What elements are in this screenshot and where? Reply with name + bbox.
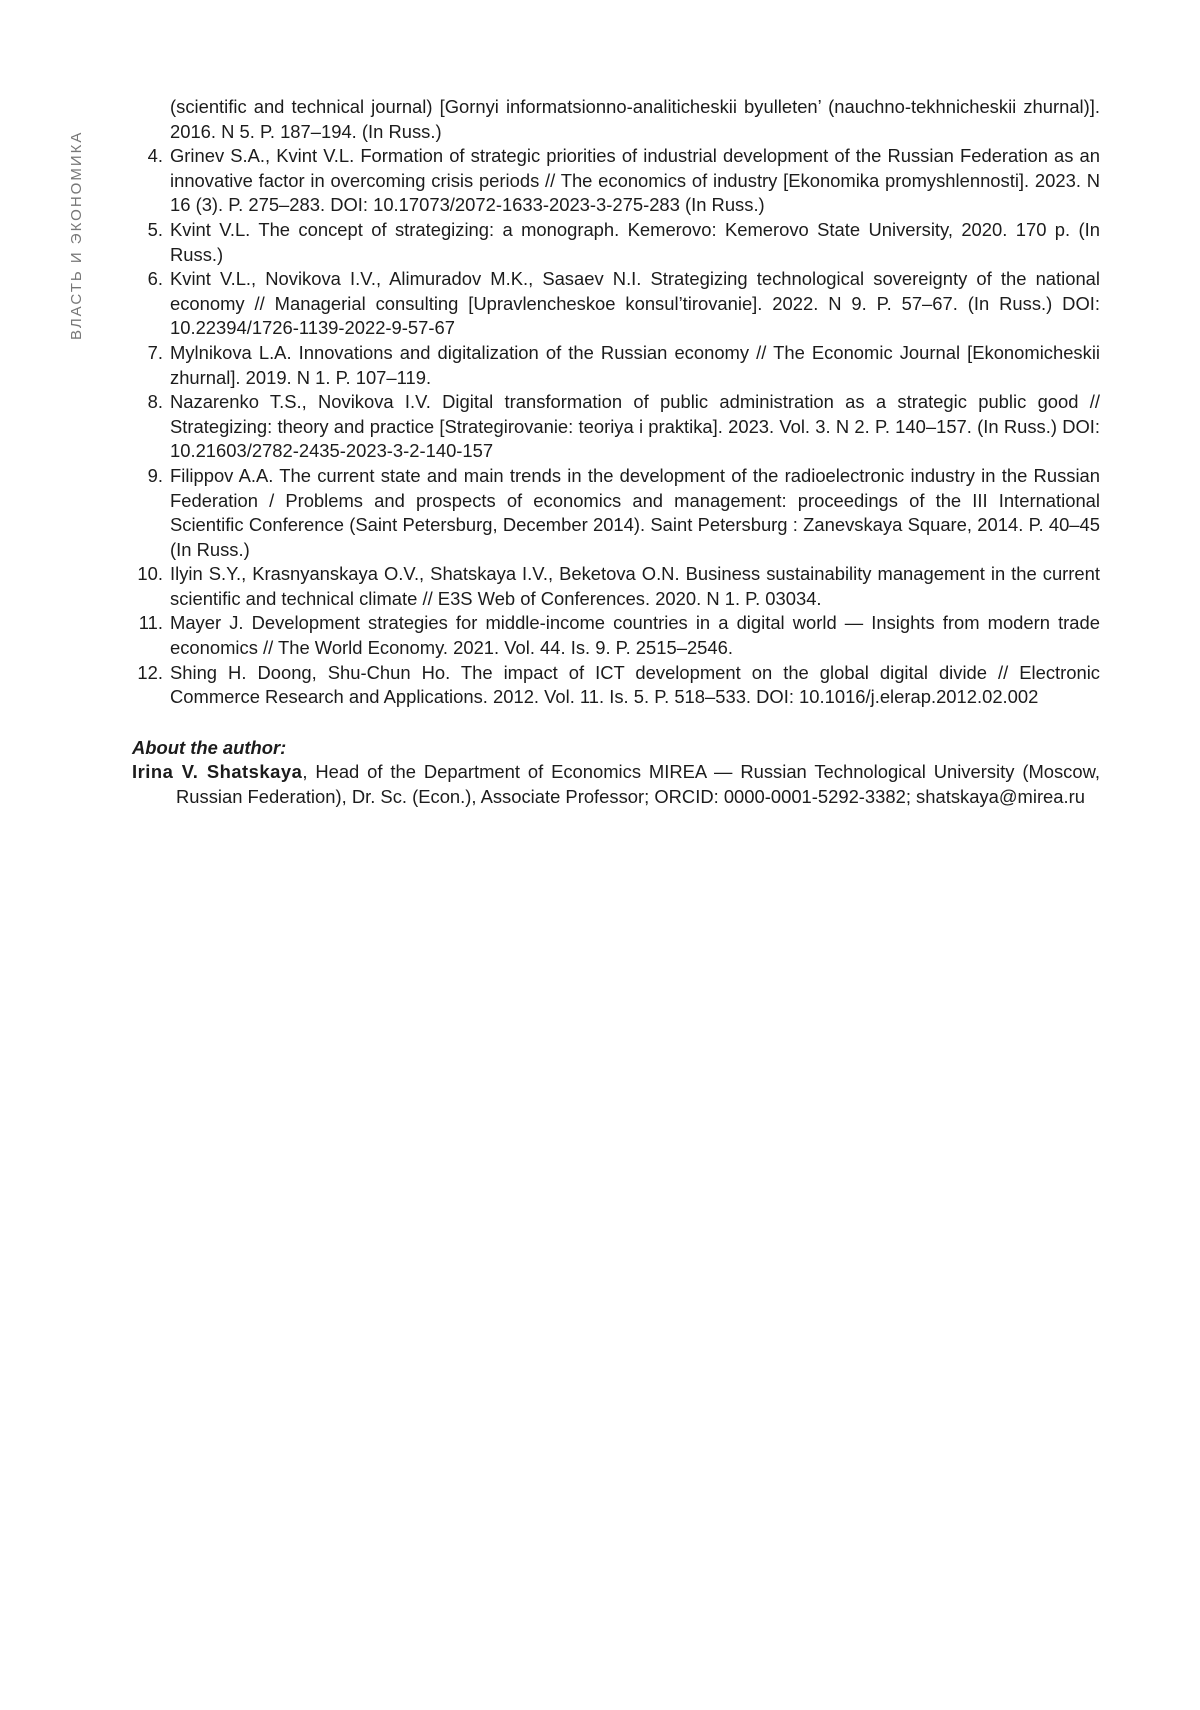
reference-number: 11. (132, 611, 163, 636)
reference-item (132, 464, 1100, 562)
page-content (132, 95, 1100, 810)
reference-number: 8. (132, 390, 163, 415)
author-details: , Head of the Department of Economics MIREA — Russian Technological University (Moscow, Russian Federation), Dr. Sc. (Econ.), Associate Professor; ORCID: 0000-0001-5292-3382; shatskaya@mirea.ru (176, 761, 1100, 807)
reference-item (132, 390, 1100, 464)
author-entry (132, 760, 1100, 809)
reference-text: Grinev S.A., Kvint V.L. Formation of strategic priorities of industrial development of the Russian Federation as an innovative factor in overcoming crisis periods // The economics of industry [Ekonomika promyshlennosti]. 2023. N 16 (3). P. 275–283. DOI: 10.17073/2072-1633-2023-3-275-283 (In Russ.) (170, 145, 1100, 215)
reference-item (132, 611, 1100, 660)
reference-item (132, 341, 1100, 390)
reference-text: Kvint V.L. The concept of strategizing: a monograph. Kemerovo: Kemerovo State University, 2020. 170 p. (In Russ.) (170, 219, 1100, 265)
journal-section-label: ВЛАСТЬ И ЭКОНОМИКА (68, 131, 85, 340)
author-name: Irina V. Shatskaya (132, 761, 302, 782)
reference-text: Ilyin S.Y., Krasnyanskaya O.V., Shatskaya I.V., Beketova O.N. Business sustainability management in the current scientific and technical climate // E3S Web of Conferences. 2020. N 1. P. 03034. (170, 563, 1100, 609)
reference-number: 7. (132, 341, 163, 366)
reference-text: Filippov A.A. The current state and main trends in the development of the radioelectronic industry in the Russian Federation / Problems and prospects of economics and management: proceedings of the III International Scientific Conference (Saint Petersburg, December 2014). Saint Petersburg : Zanevskaya Square, 2014. P. 40–45 (In Russ.) (170, 465, 1100, 560)
reference-number: 12. (132, 661, 163, 686)
reference-text: Nazarenko T.S., Novikova I.V. Digital transformation of public administration as a strategic public good // Strategizing: theory and practice [Strategirovanie: teoriya i praktika]. 2023. Vol. 3. N 2. P. 140–157. (In Russ.) DOI: 10.21603/2782-2435-2023-3-2-140-157 (170, 391, 1100, 461)
continued-reference: (scientific and technical journal) [Gornyi informatsionno-analiticheskii byulleten’ (nauchno-tekhnicheskii zhurnal)]. 2016. N 5. P. 187–194. (In Russ.) (132, 95, 1100, 144)
reference-item (132, 562, 1100, 611)
reference-item (132, 144, 1100, 218)
reference-item (132, 661, 1100, 710)
about-author-heading: About the author: (132, 736, 1100, 761)
reference-number: 5. (132, 218, 163, 243)
reference-number: 10. (132, 562, 163, 587)
about-author-section (132, 736, 1100, 810)
reference-number: 6. (132, 267, 163, 292)
reference-text: Mayer J. Development strategies for middle-income countries in a digital world — Insights from modern trade economics // The World Economy. 2021. Vol. 44. Is. 9. P. 2515–2546. (170, 612, 1100, 658)
reference-number: 9. (132, 464, 163, 489)
reference-item (132, 218, 1100, 267)
reference-text: Kvint V.L., Novikova I.V., Alimuradov M.K., Sasaev N.I. Strategizing technological sovereignty of the national economy // Managerial consulting [Upravlencheskoe konsul’tirovanie]. 2022. N 9. P. 57–67. (In Russ.) DOI: 10.22394/1726-1139-2022-9-57-67 (170, 268, 1100, 338)
reference-text: Shing H. Doong, Shu-Chun Ho. The impact of ICT development on the global digital divide // Electronic Commerce Research and Applications. 2012. Vol. 11. Is. 5. P. 518–533. DOI: 10.1016/j.elerap.2012.02.002 (170, 662, 1100, 708)
reference-text: Mylnikova L.A. Innovations and digitalization of the Russian economy // The Economic Journal [Ekonomicheskii zhurnal]. 2019. N 1. P. 107–119. (170, 342, 1100, 388)
reference-list (132, 144, 1100, 710)
reference-number: 4. (132, 144, 163, 169)
reference-item (132, 267, 1100, 341)
